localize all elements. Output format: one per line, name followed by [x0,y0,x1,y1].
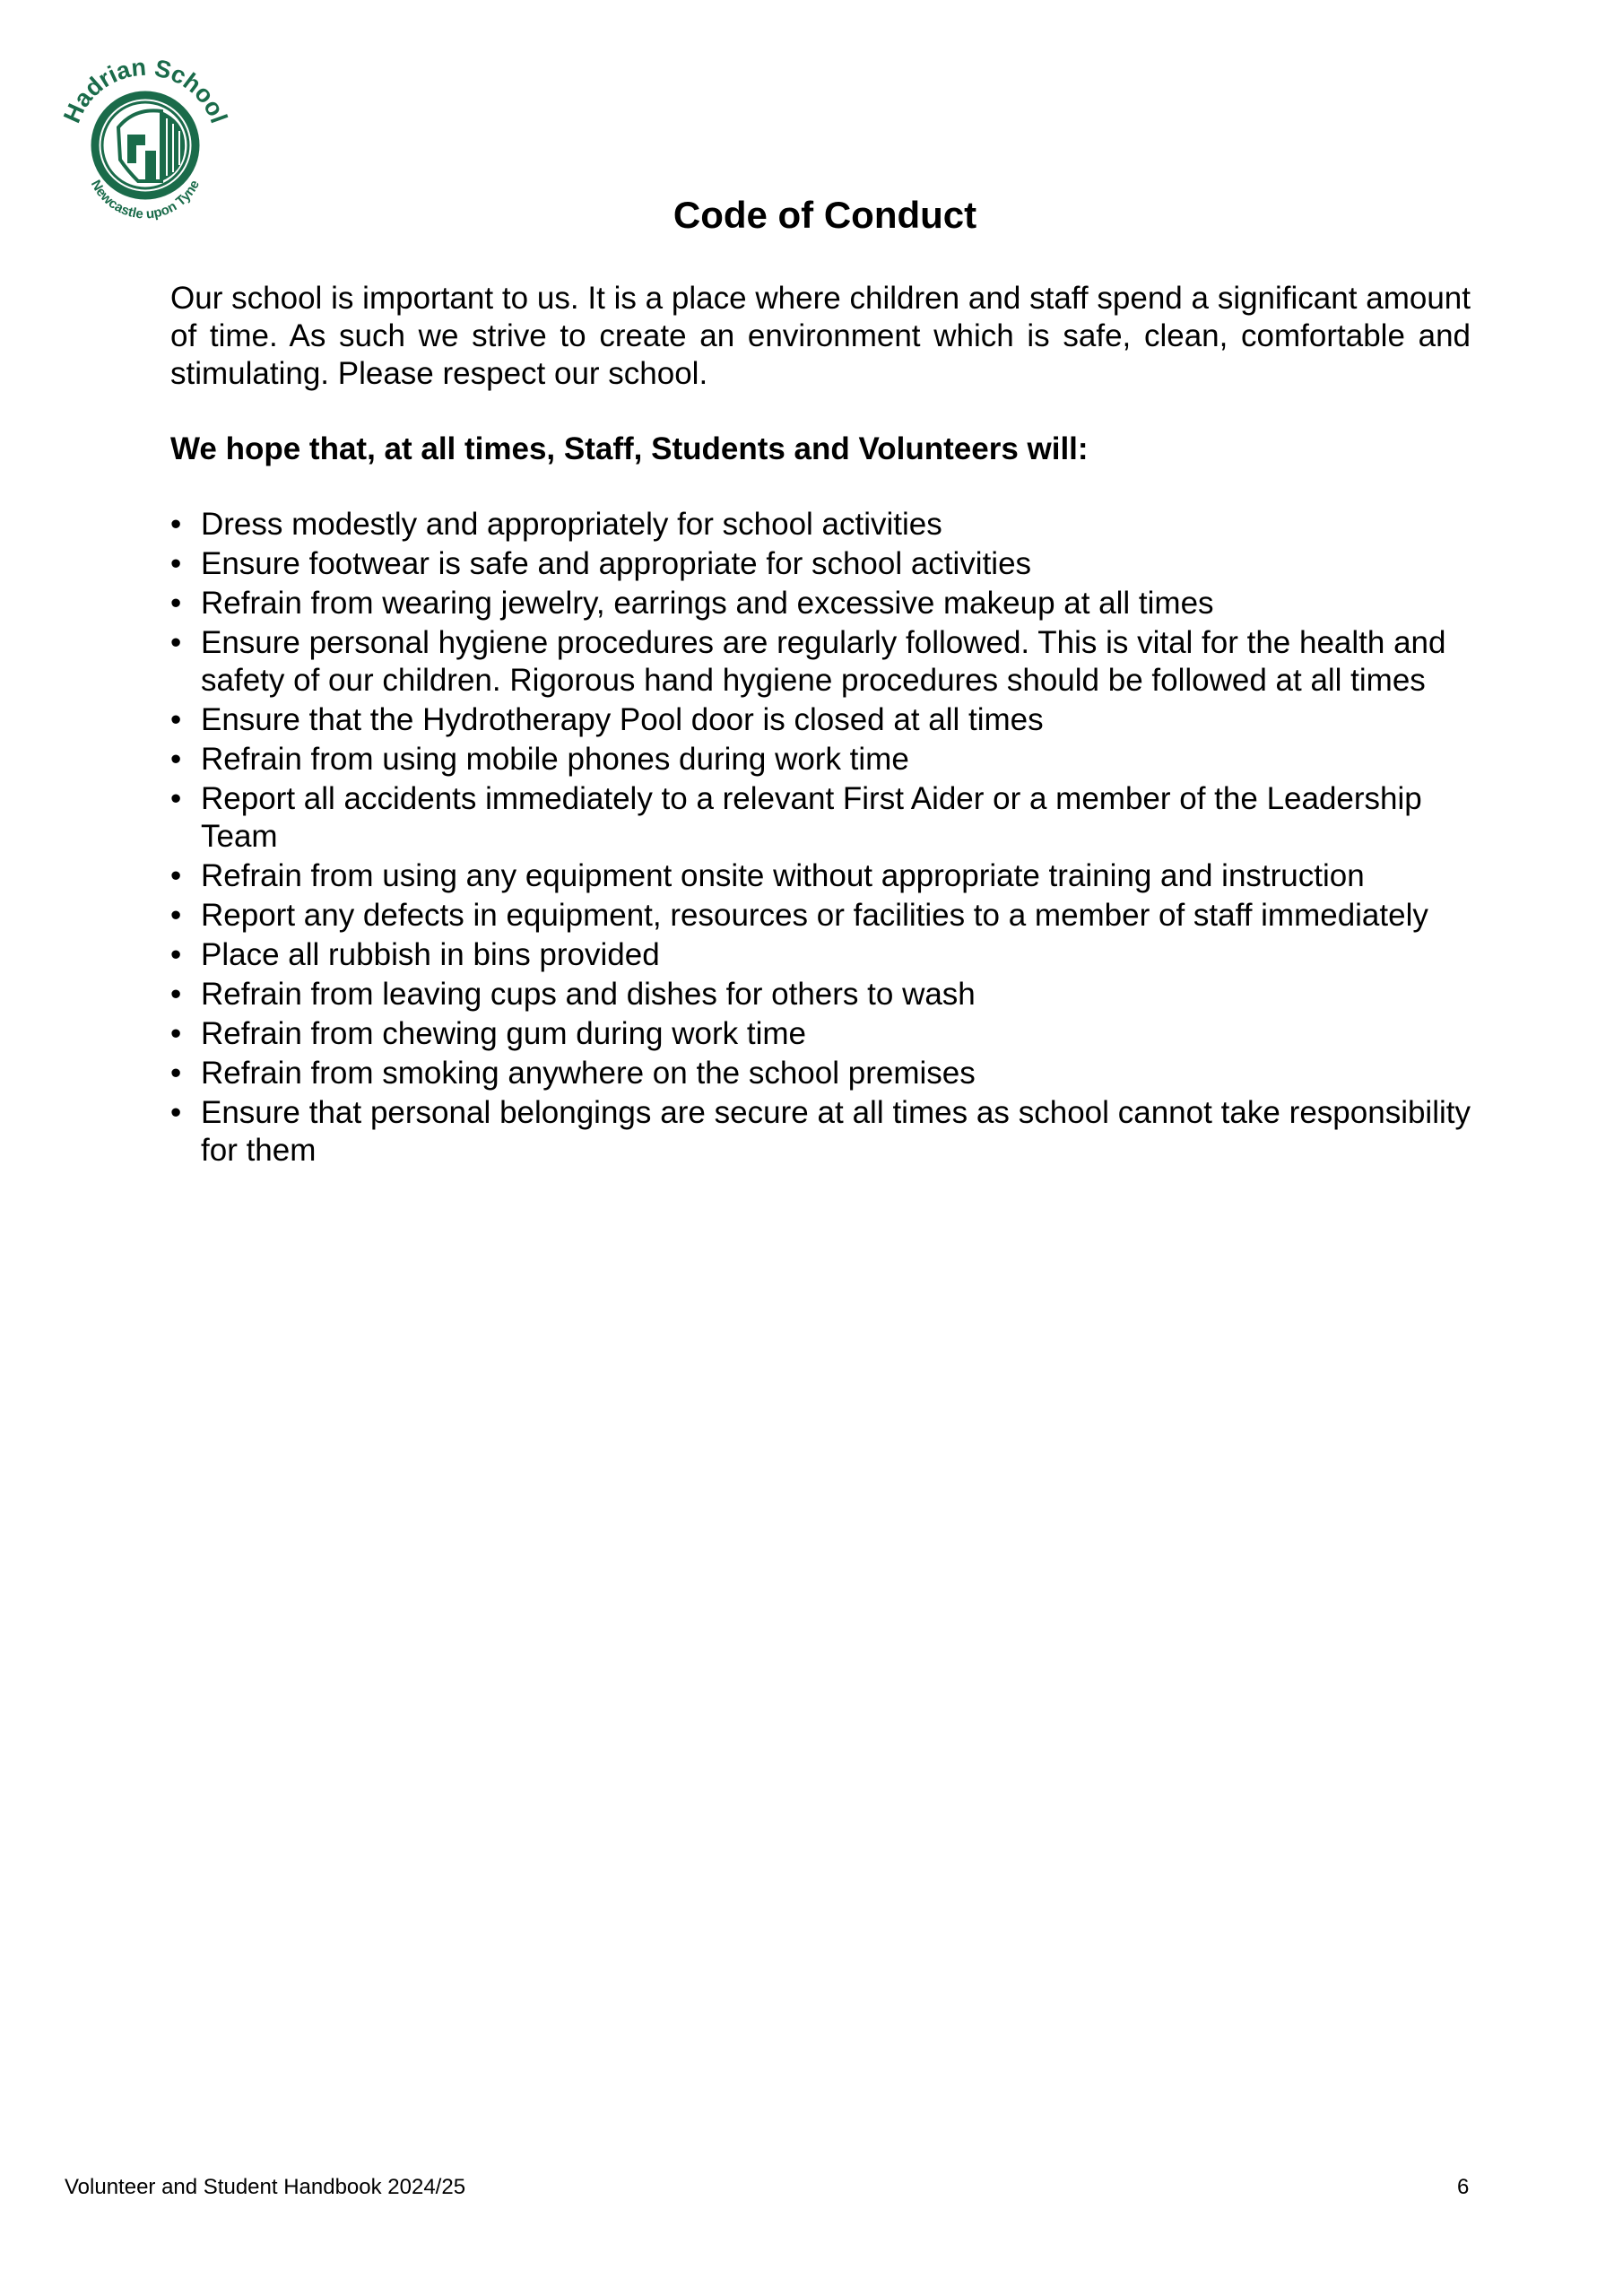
rule-text: Refrain from using any equipment onsite without appropriate training and instruction [201,858,1365,893]
bullet-icon: • [170,586,182,621]
list-item [170,936,1471,974]
list-item [170,585,1471,622]
list-item [170,506,1471,544]
rule-text: Refrain from leaving cups and dishes for others to wash [201,977,976,1012]
list-item [170,857,1471,895]
page-title: Code of Conduct [673,194,977,236]
logo-location: Newcastle upon Tyne [87,177,204,222]
rules-list [170,506,1471,1170]
list-item [170,701,1471,739]
bullet-icon: • [170,1016,182,1051]
list-item [170,780,1471,856]
rule-text: Place all rubbish in bins provided [201,937,660,972]
rule-text: Refrain from smoking anywhere on the school premises [201,1056,976,1091]
list-item [170,1094,1471,1170]
rule-text: Dress modestly and appropriately for school activities [201,507,942,542]
rule-text: Report all accidents immediately to a relevant First Aider or a member of the Leadership Team [201,781,1422,854]
footer-handbook-title: Volunteer and Student Handbook 2024/25 [65,2175,466,2199]
rule-text: Ensure that the Hydrotherapy Pool door is closed at all times [201,702,1044,737]
bullet-icon: • [170,977,182,1012]
rule-text: Refrain from wearing jewelry, earrings and excessive makeup at all times [201,586,1214,621]
bullet-icon: • [170,781,182,816]
bullet-icon: • [170,702,182,737]
bullet-icon: • [170,1095,182,1130]
list-item [170,741,1471,778]
bullet-icon: • [170,898,182,933]
hope-heading: We hope that, at all times, Staff, Students and Volunteers will: [170,431,1089,466]
bullet-icon: • [170,937,182,972]
list-item [170,624,1471,700]
rule-text: Ensure footwear is safe and appropriate for school activities [201,546,1032,581]
list-item [170,897,1471,935]
rule-text: Ensure personal hygiene procedures are regularly followed. This is vital for the health and safety of our children. Rigorous hand hygiene procedures should be followed at all times [201,625,1446,698]
helmet-icon [118,110,185,181]
list-item [170,1055,1471,1092]
logo-school-name: Hadrian School [57,53,233,127]
list-item [170,545,1471,583]
bullet-icon: • [170,507,182,542]
intro-paragraph: Our school is important to us. It is a place where children and staff spend a significant amount of time. As such we strive to create an environment which is safe, clean, comfortable and stimulating. Please respect our school. [170,281,1471,391]
list-item [170,1015,1471,1053]
document-body [170,280,1471,1171]
bullet-icon: • [170,858,182,893]
bullet-icon: • [170,625,182,660]
list-item [170,976,1471,1013]
rule-text: Report any defects in equipment, resources or facilities to a member of staff immediately [201,898,1428,933]
rule-text: Ensure that personal belongings are secure at all times as school cannot take responsibility for them [201,1095,1471,1168]
footer-page-number: 6 [1457,2175,1470,2199]
bullet-icon: • [170,546,182,581]
rule-text: Refrain from using mobile phones during work time [201,742,909,777]
rule-text: Refrain from chewing gum during work time [201,1016,806,1051]
bullet-icon: • [170,742,182,777]
bullet-icon: • [170,1056,182,1091]
